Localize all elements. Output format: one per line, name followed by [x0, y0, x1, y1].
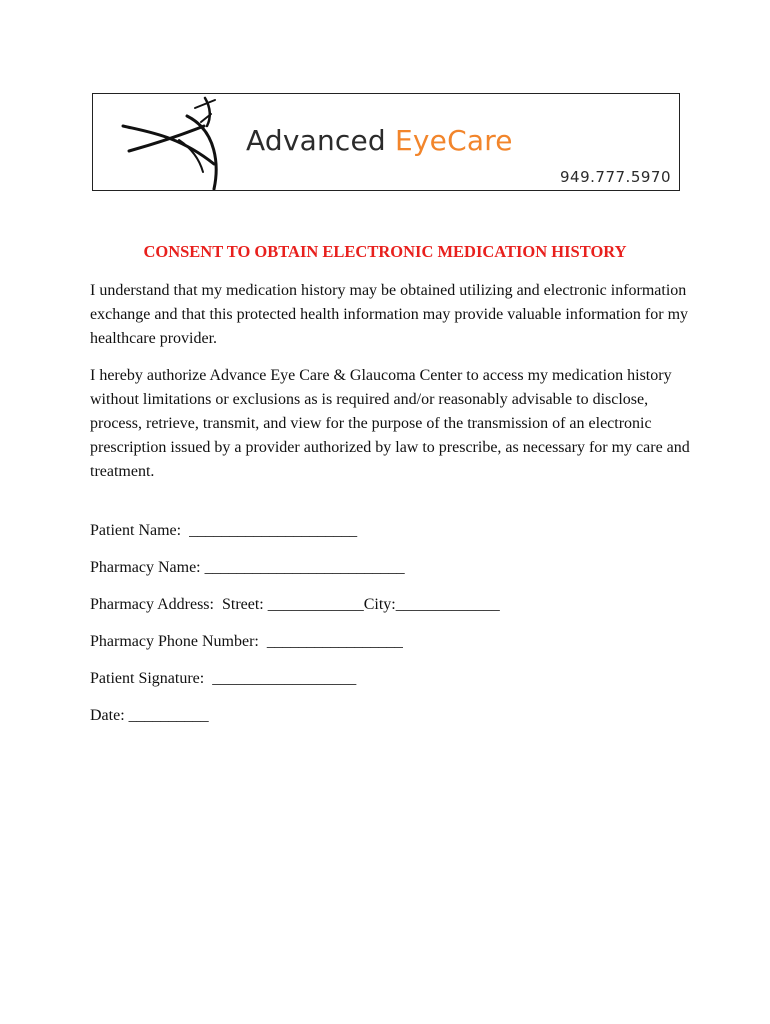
brand-phone: 949.777.5970 — [560, 168, 671, 186]
pharmacy-phone-field[interactable]: Pharmacy Phone Number: _________________ — [90, 633, 403, 650]
logo-banner — [92, 93, 680, 191]
consent-paragraph-1: I understand that my medication history may be obtained utilizing and electronic information exchange and that this protected health information may provide valuable information for my healthcare provider. — [90, 282, 689, 347]
form-title: CONSENT TO OBTAIN ELECTRONIC MEDICATION HISTORY — [143, 242, 627, 261]
date-field[interactable]: Date: __________ — [90, 707, 209, 724]
pharmacy-name-field[interactable]: Pharmacy Name: _________________________ — [90, 559, 405, 576]
eye-logo-icon — [119, 96, 229, 190]
brand-name — [246, 124, 513, 157]
patient-name-field[interactable]: Patient Name: _____________________ — [90, 522, 358, 539]
brand-name-part-2: EyeCare — [395, 124, 513, 157]
pharmacy-address-field[interactable]: Pharmacy Address: Street: ____________City:_____________ — [90, 596, 500, 613]
brand-name-part-1: Advanced — [246, 124, 396, 157]
patient-signature-field[interactable]: Patient Signature: __________________ — [90, 670, 357, 687]
consent-paragraph-2: I hereby authorize Advance Eye Care & Glaucoma Center to access my medication history without limitations or exclusions as is required and/or reasonably advisable to disclose, process, retrieve, transmit, and view for the purpose of the transmission of an electronic prescription issued by a provider authorized by law to prescribe, as necessary for my care and treatment. — [90, 367, 690, 480]
